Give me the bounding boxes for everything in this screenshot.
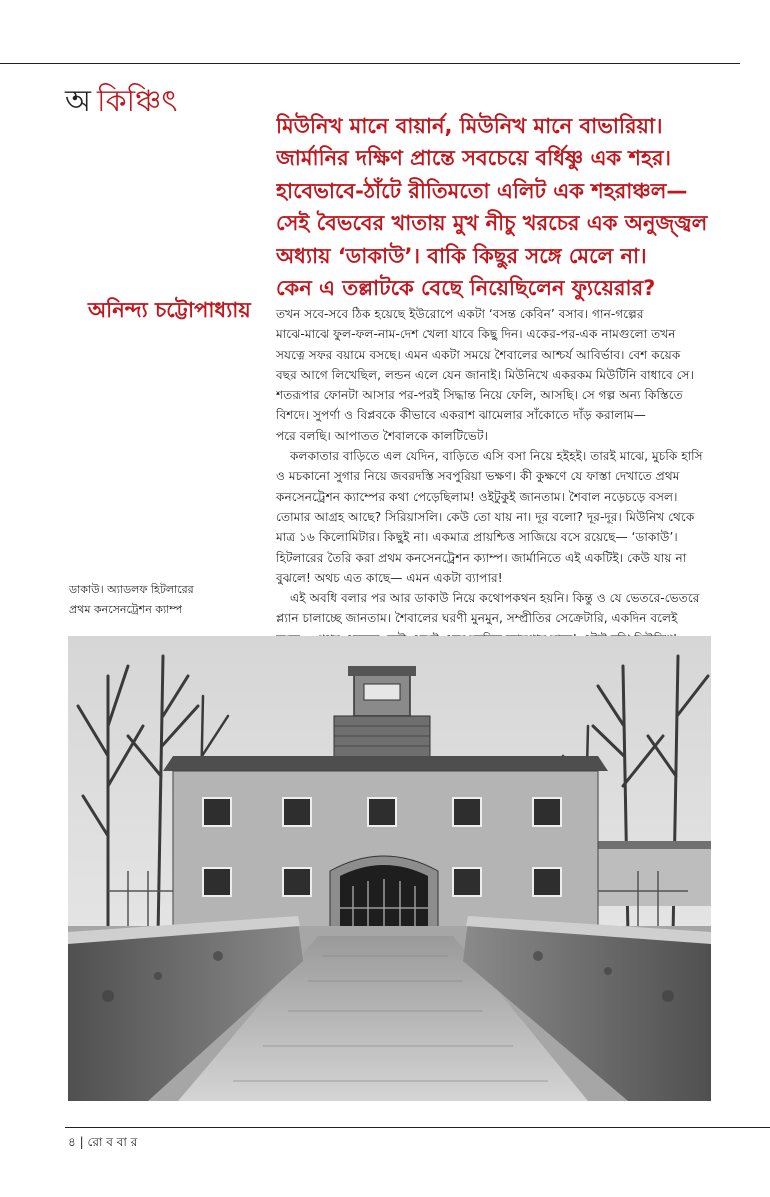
gatehouse-illustration [68,636,711,1101]
caption-line: প্রথম কনসেনট্রেশন ক্যাম্প [69,603,183,616]
body-line: কলকাতার বাড়িতে এল যেদিন, বাড়িতে এসি বসা নিয়ে হইহই। তারই মাঝে, মুচকি হাসি [290,449,703,464]
body-line: পরে বলছি। আপাতত শৈবালকে কালটিভেট। [276,428,488,443]
headline-line: জার্মানির দক্ষিণ প্রান্তে সবচেয়ে বর্ধিষ্ণু এক শহর। [276,146,672,171]
photo-caption [69,580,194,620]
body-line: বছর আগে লিখেছিল, লন্ডন এলে যেন জানাই। মিউনিখে একরকম মিউটিনি বাধাবে সে। [276,367,694,382]
body-line: তোমার আগ্রহ আছে? সিরিয়াসলি। কেউ তো যায় না। দূর বলো? দূর-দূর। মিউনিখ থেকে [276,509,695,524]
body-line: মাঝে-মাঝে ফুল-ফল-নাম-দেশ খেলা যাবে কিছু দিন। একের-পর-এক নামগুলো তখন [276,327,676,342]
headline-line: অধ্যায় ‘ডাকাউ’। বাকি কিছুর সঙ্গে মেলে না। [276,243,647,268]
headline-line: সেই বৈভবের খাতায় মুখ নীচু খরচের এক অনুজ্জ্বল [276,211,708,236]
caption-line: ডাকাউ। অ্যাডলফ হিটলারের [69,583,194,596]
article-body [276,304,746,669]
body-line: হিটলারের তৈরি করা প্রথম কনসেনট্রেশন ক্যাম্প। জার্মানিতে এই একটিই। কেউ যায় না [276,550,687,565]
section-prefix: অ [65,84,91,119]
section-heading [65,82,177,122]
body-line: শতরূপার ফোনটা আসার পর-পরই সিদ্ধান্ত নিয়ে ফেলি, আসছি। সে গল্প অন্য কিস্তিতে [276,388,683,403]
headline-line: কেন এ তল্লাটকে বেছে নিয়েছিলেন ফ্যুয়েরার? [276,276,656,301]
body-line: বুঝলে! অথচ এত কাছে— এমন একটা ব্যাপার! [276,570,503,585]
footer-separator: | [79,1135,84,1149]
magazine-name: রো ব বা র [87,1135,138,1149]
author-byline: অনিন্দ্য চট্টোপাধ্যায় [88,298,251,322]
headline-line: মিউনিখ মানে বায়ার্ন, মিউনিখ মানে বাভারিয়া। [276,114,663,138]
body-line: সযত্নে সফর বয়ামে বসছে। এমন একটা সময়ে শৈবালের আশ্চর্য আবির্ভাব। বেশ কয়েক [276,347,681,362]
body-line: তখন সবে-সবে ঠিক হয়েছে ইউরোপে একটা ‘বসন্ত কেবিন’ বসাব। গান-গল্পের [276,307,644,321]
dachau-gatehouse-photo [68,636,711,1101]
body-line: বিশদে। সুপর্ণা ও বিপ্লবকে কীভাবে একরাশ ঝামেলার সাঁকোতে দাঁড় করালাম— [276,408,646,423]
body-line: ও মচকানো সুগার নিয়ে জবরদস্তি সবপুরিয়া ভক্ষণ। কী কুক্ষণে যে ফাস্তা দেখাতে প্রথম [276,469,680,484]
body-line: প্ল্যান চালাচ্ছে জানতাম। শৈবালের ঘরণী মুনমুন, সম্প্রীতির সেক্রেটারি, একদিন বলেই [276,611,678,626]
headline [276,110,746,304]
section-name: কিঞ্চিৎ [96,84,178,119]
page-footer [68,1134,137,1154]
body-line: এই অবধি বলার পর আর ডাকাউ নিয়ে কথোপকথন হয়নি। কিন্তু ও যে ভেতরে-ভেতরে [290,591,700,606]
bottom-rule [65,1127,770,1128]
body-line: কনসেনট্রেশন ক্যাম্পের কথা পেড়েছিলাম! ওইটুকুই জানতাম। শৈবাল নড়েচড়ে বসল। [276,489,678,504]
headline-line: হাবেভাবে-ঠাঁটে রীতিমতো এলিট এক শহরাঞ্চল— [276,178,688,203]
page-number: ৪ [68,1135,76,1149]
top-rule [0,63,740,64]
body-line: মাত্র ১৬ কিলোমিটার। কিছুই না। একমাত্র প্রায়শ্চিত্ত সাজিয়ে বসে রয়েছে— ‘ডাকাউ’। [276,530,678,545]
